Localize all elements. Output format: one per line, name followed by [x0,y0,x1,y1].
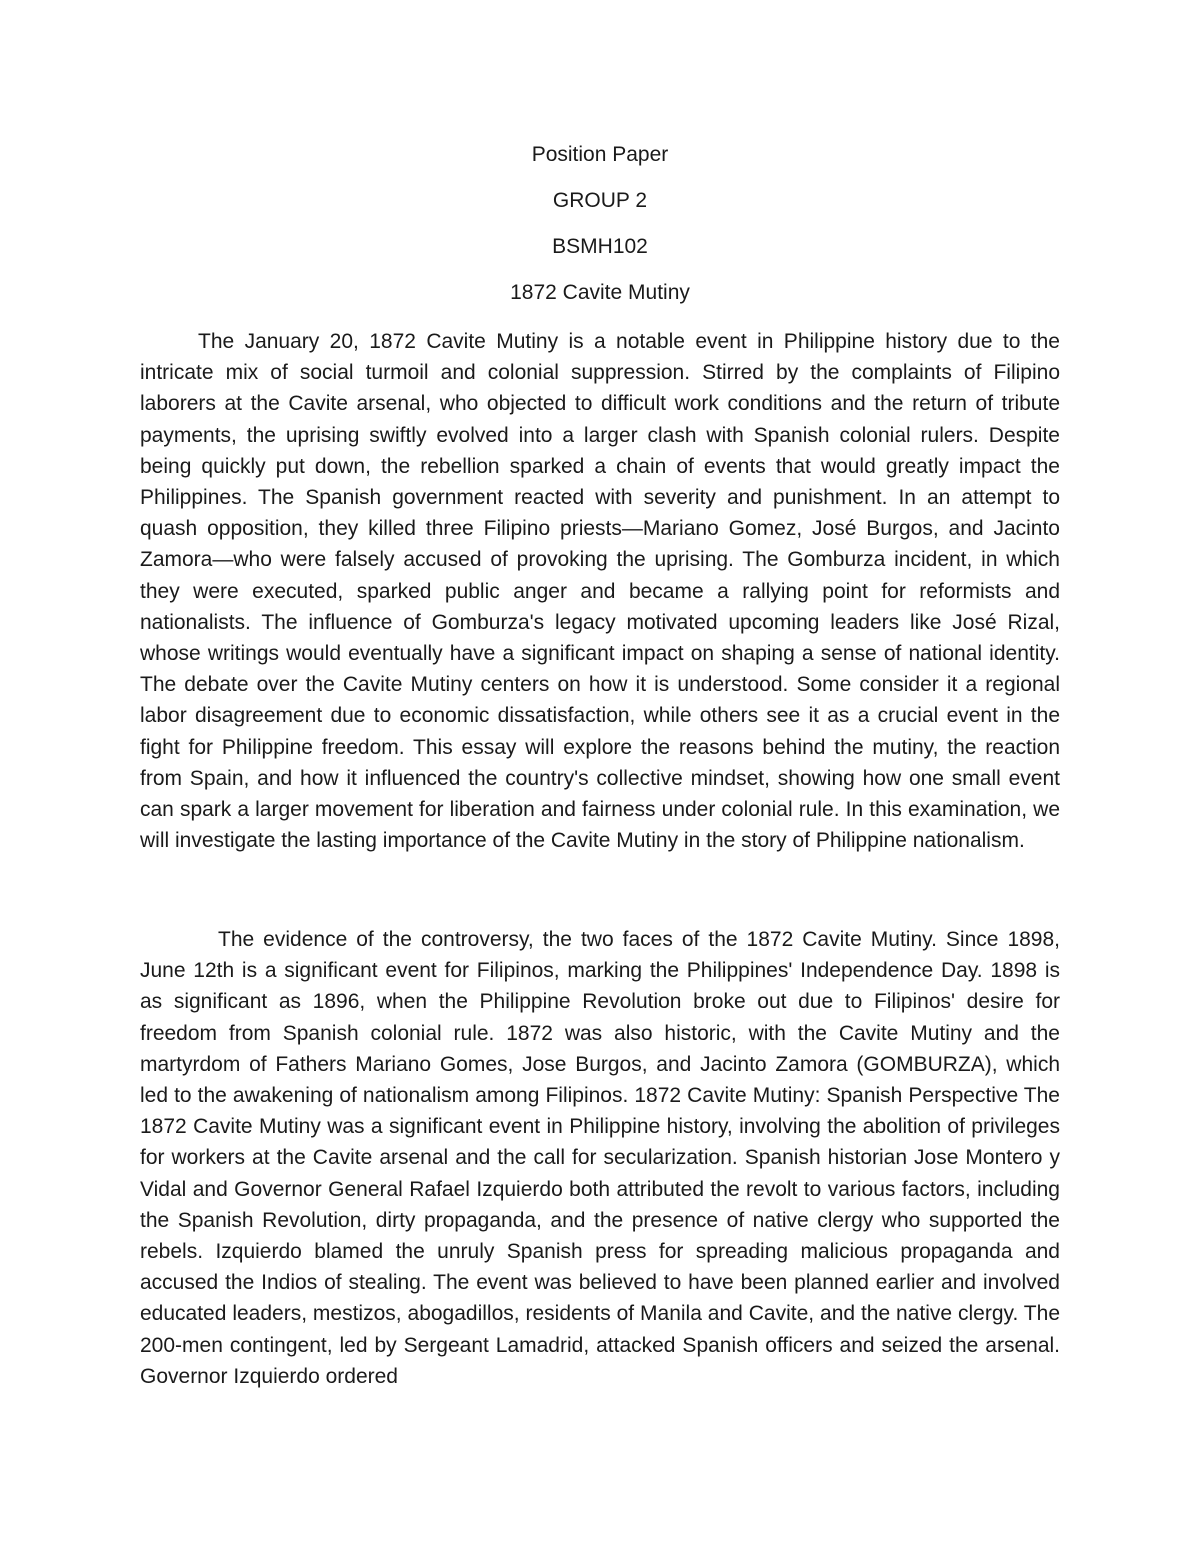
paragraph-2-block [140,924,1060,1392]
paper-title: Position Paper [531,143,669,166]
paragraph-1-block [140,326,1060,856]
document-header [0,140,1200,324]
topic-title: 1872 Cavite Mutiny [510,281,690,304]
group-label: GROUP 2 [552,189,648,212]
paragraph-2: The evidence of the controversy, the two faces of the 1872 Cavite Mutiny. Since 1898, June 12th is a significant event for Filipinos, marking the Philippines' Independence Day. 1898 is as significant as 1896, when the Philippine Revolution broke out due to Filipinos' desire for freedom from Spanish colonial rule. 1872 was also historic, with the Cavite Mutiny and the martyrdom of Fathers Mariano Gomes, Jose Burgos, and Jacinto Zamora (GOMBURZA), which led to the awakening of nationalism among Filipinos. 1872 Cavite Mutiny: Spanish Perspective The 1872 Cavite Mutiny was a significant event in Philippine history, involving the abolition of privileges for workers at the Cavite arsenal and the call for secularization. Spanish historian Jose Montero y Vidal and Governor General Rafael Izquierdo both attributed the revolt to various factors, including the Spanish Revolution, dirty propaganda, and the presence of native clergy who supported the rebels. Izquierdo blamed the unruly Spanish press for spreading malicious propaganda and accused the Indios of stealing. The event was believed to have been planned earlier and involved educated leaders, mestizos, abogadillos, residents of Manila and Cavite, and the native clergy. The 200-men contingent, led by Sergeant Lamadrid, attacked Spanish officers and seized the arsenal. Governor Izquierdo ordered [140,928,1060,1388]
section-label: BSMH102 [552,235,648,258]
paragraph-1: The January 20, 1872 Cavite Mutiny is a notable event in Philippine history due to the intricate mix of social turmoil and colonial suppression. Stirred by the complaints of Filipino laborers at the Cavite arsenal, who objected to difficult work conditions and the return of tribute payments, the uprising swiftly evolved into a larger clash with Spanish colonial rulers. Despite being quickly put down, the rebellion sparked a chain of events that would greatly impact the Philippines. The Spanish government reacted with severity and punishment. In an attempt to quash opposition, they killed three Filipino priests—Mariano Gomez, José Burgos, and Jacinto Zamora—who were falsely accused of provoking the uprising. The Gomburza incident, in which they were executed, sparked public anger and became a rallying point for reformists and nationalists. The influence of Gomburza's legacy motivated upcoming leaders like José Rizal, whose writings would eventually have a significant impact on shaping a sense of national identity. The debate over the Cavite Mutiny centers on how it is understood. Some consider it a regional labor disagreement due to economic dissatisfaction, while others see it as a crucial event in the fight for Philippine freedom. This essay will explore the reasons behind the mutiny, the reaction from Spain, and how it influenced the country's collective mindset, showing how one small event can spark a larger movement for liberation and fairness under colonial rule. In this examination, we will investigate the lasting importance of the Cavite Mutiny in the story of Philippine nationalism. [140,330,1060,853]
